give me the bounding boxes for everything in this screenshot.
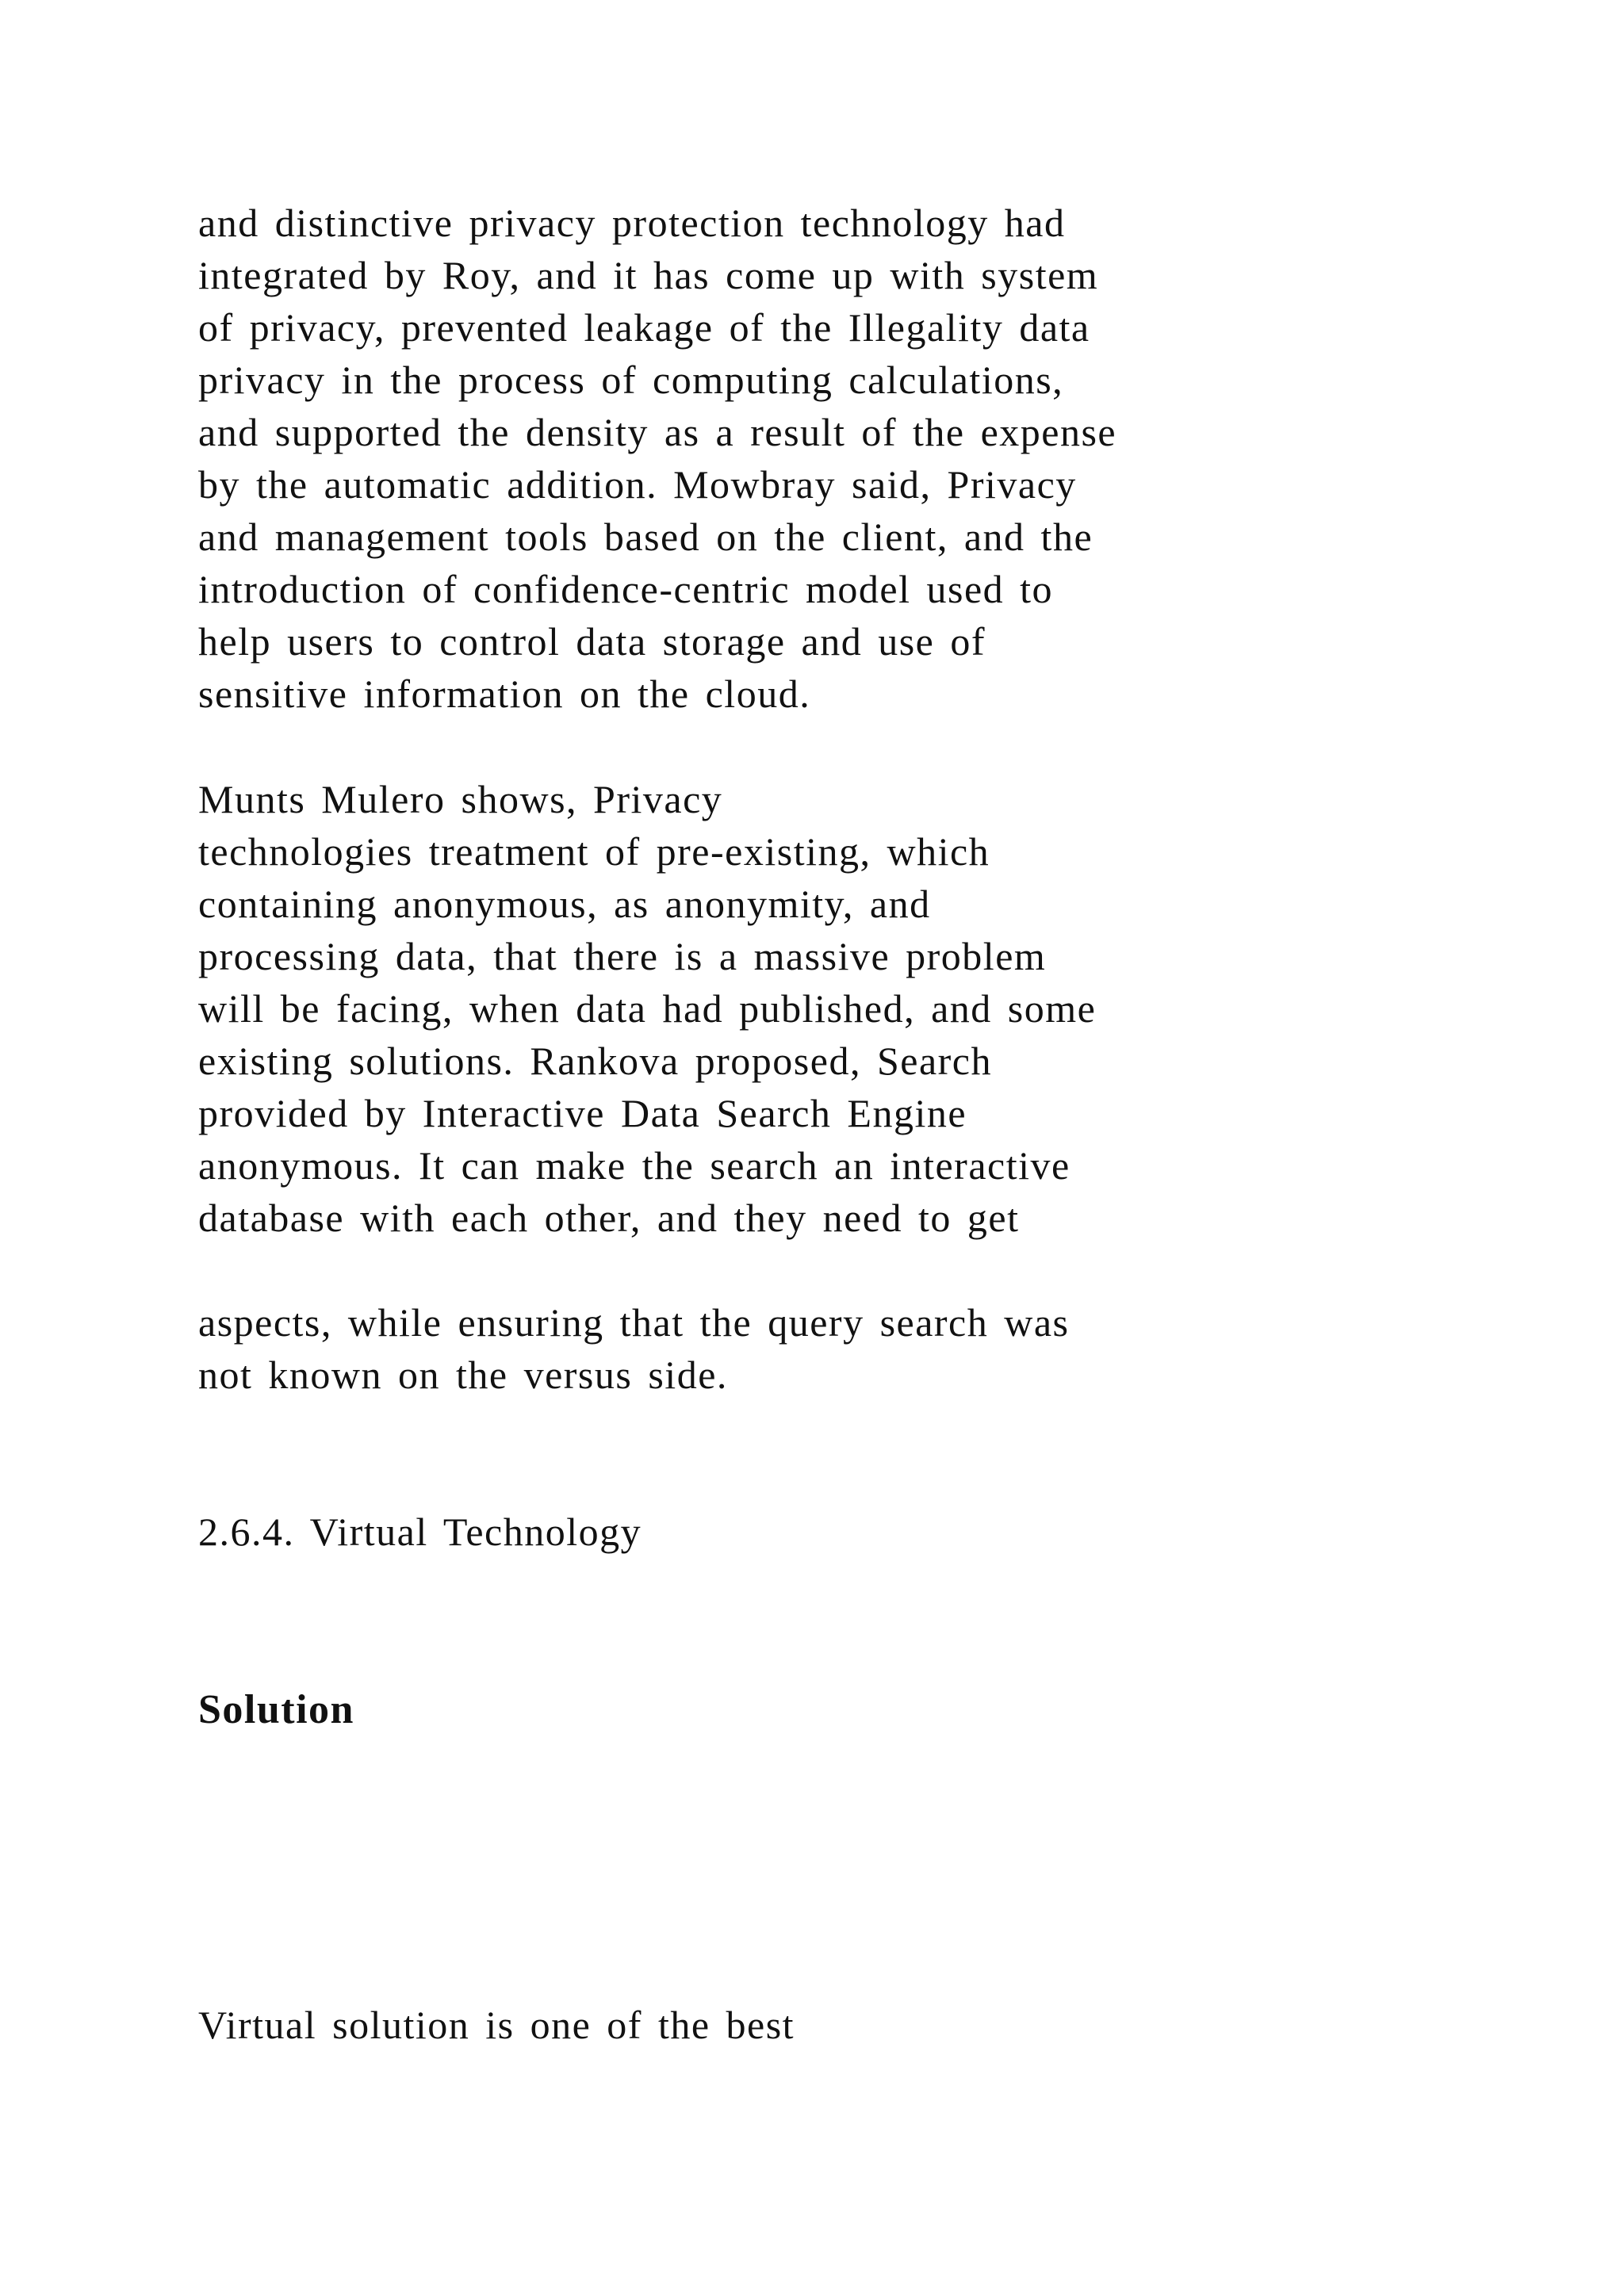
paragraph-2-line-1: Munts Mulero shows, Privacy	[198, 777, 723, 821]
paragraph-1-line-5: and supported the density as a result of the expense	[198, 410, 1117, 454]
paragraph-1-line-3: of privacy, prevented leakage of the Illegality data	[198, 305, 1090, 350]
paragraph-1-line-2: integrated by Roy, and it has come up with system	[198, 253, 1099, 297]
paragraph-2-line-6: existing solutions. Rankova proposed, Search	[198, 1039, 992, 1083]
paragraph-1-line-9: help users to control data storage and use of	[198, 619, 986, 664]
paragraph-2-line-4: processing data, that there is a massive problem	[198, 934, 1047, 978]
section-heading: 2.6.4. Virtual Technology	[198, 1510, 642, 1554]
paragraph-2-line-7: provided by Interactive Data Search Engine	[198, 1091, 967, 1135]
paragraph-2-line-3: containing anonymous, as anonymity, and	[198, 882, 931, 926]
final-line: Virtual solution is one of the best	[198, 2003, 795, 2047]
paragraph-1-line-10: sensitive information on the cloud.	[198, 672, 811, 716]
paragraph-2-line-9: database with each other, and they need to get	[198, 1196, 1020, 1240]
paragraph-1-line-6: by the automatic addition. Mowbray said, Privacy	[198, 462, 1077, 507]
paragraph-3-line-2: not known on the versus side.	[198, 1353, 728, 1397]
paragraph-1-line-1: and distinctive privacy protection technology had	[198, 201, 1066, 245]
paragraph-1-line-7: and management tools based on the client, and the	[198, 515, 1094, 559]
paragraph-2-line-5: will be facing, when data had published, and some	[198, 986, 1097, 1031]
paragraph-2-line-8: anonymous. It can make the search an interactive	[198, 1143, 1071, 1188]
paragraph-1-line-4: privacy in the process of computing calculations,	[198, 358, 1064, 402]
paragraph-2-line-2: technologies treatment of pre-existing, which	[198, 829, 990, 874]
paragraph-3-line-1: aspects, while ensuring that the query search was	[198, 1300, 1070, 1345]
paragraph-1-line-8: introduction of confidence-centric model used to	[198, 567, 1054, 611]
solution-heading: Solution	[198, 1687, 354, 1732]
